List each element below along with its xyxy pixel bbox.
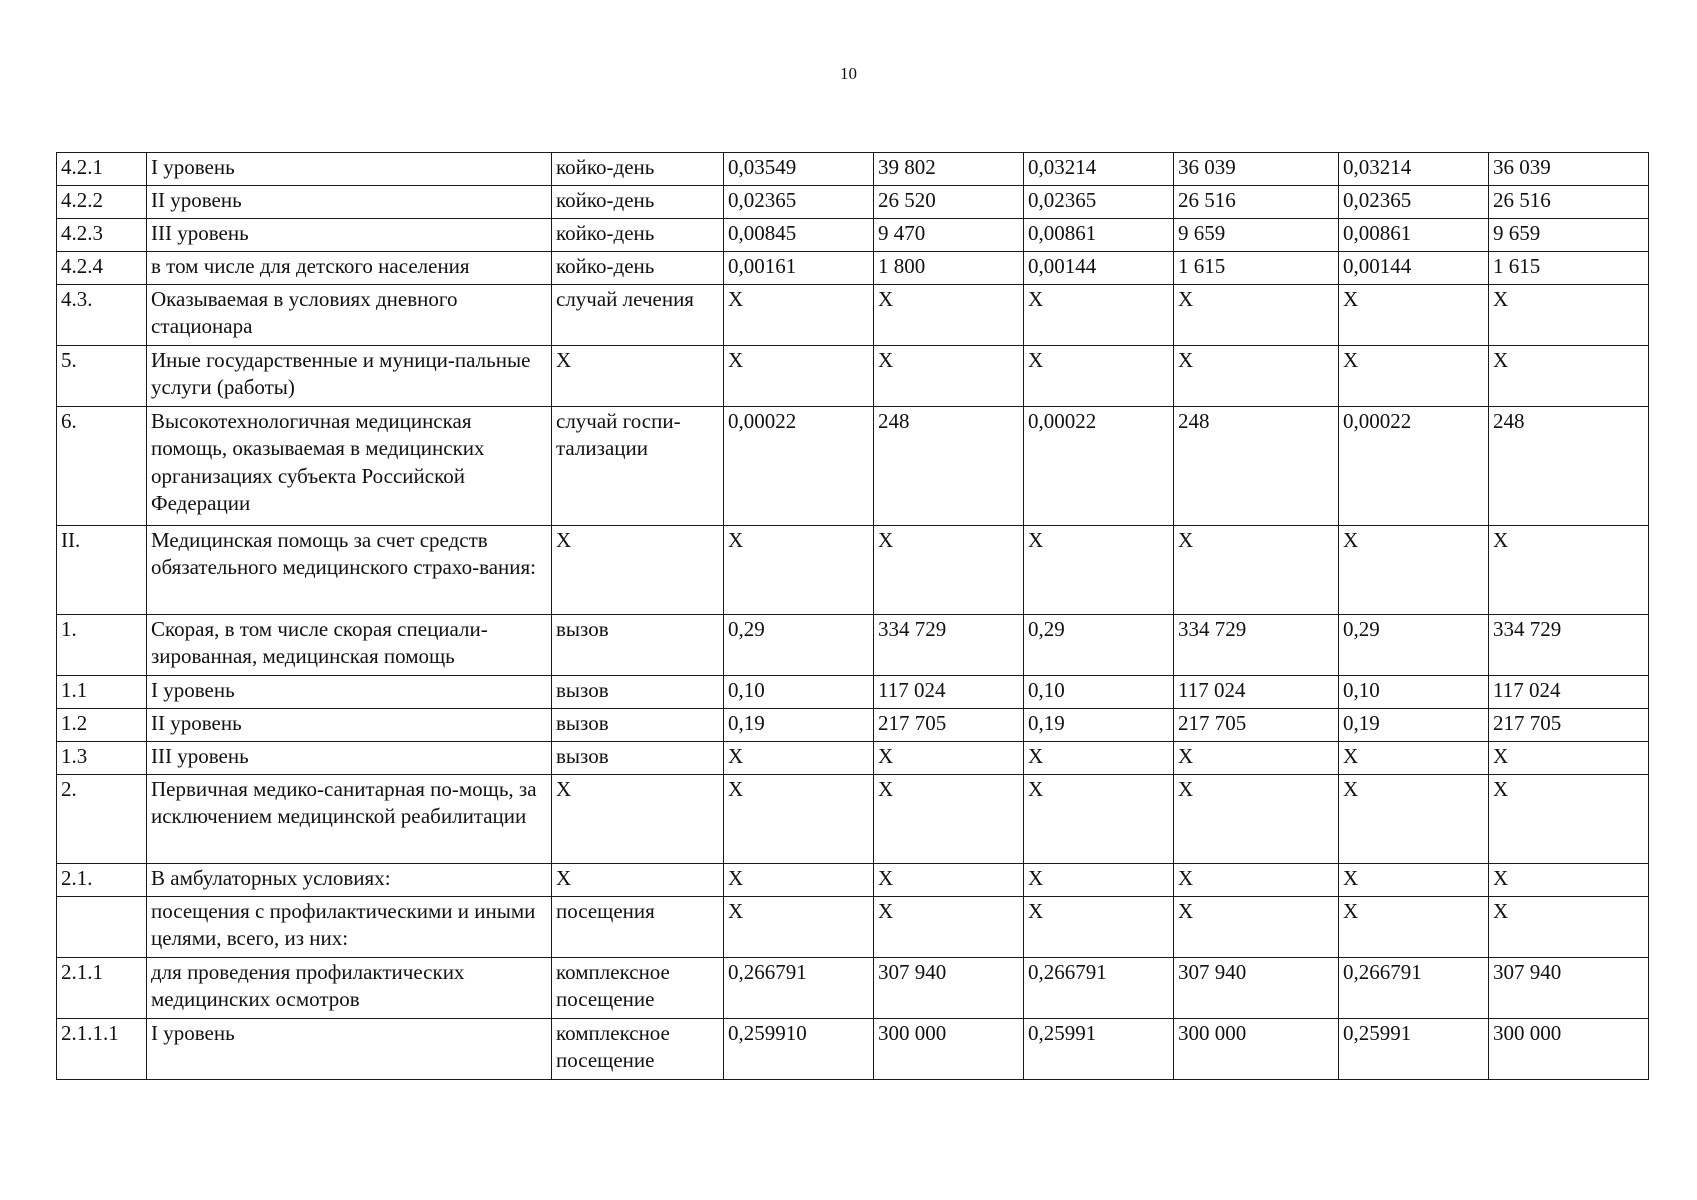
row-name-cell: Высокотехнологичная медицинская помощь, оказываемая в медицинских организациях субъекта Российской Федерации xyxy=(147,407,552,526)
volume-value-cell: 1 615 xyxy=(1489,252,1649,285)
row-name-cell: посещения с профилактическими и иными целями, всего, из них: xyxy=(147,897,552,958)
row-name-cell: III уровень xyxy=(147,742,552,775)
volume-value-cell: 307 940 xyxy=(1174,958,1339,1019)
unit-cell: койко-день xyxy=(552,186,724,219)
row-number-cell: 1. xyxy=(57,615,147,676)
volume-value-cell: 26 516 xyxy=(1174,186,1339,219)
row-number-cell xyxy=(57,897,147,958)
norm-value-cell: X xyxy=(724,742,874,775)
row-number-cell: 4.2.3 xyxy=(57,219,147,252)
norm-value-cell: X xyxy=(1024,864,1174,897)
norm-value-cell: 0,00861 xyxy=(1339,219,1489,252)
volume-value-cell: X xyxy=(874,526,1024,615)
norm-value-cell: 0,02365 xyxy=(1024,186,1174,219)
table-row xyxy=(57,219,1649,252)
row-name-cell: II уровень xyxy=(147,186,552,219)
row-name-cell: II уровень xyxy=(147,709,552,742)
table-row xyxy=(57,285,1649,346)
volume-value-cell: 117 024 xyxy=(1174,676,1339,709)
table-row xyxy=(57,864,1649,897)
row-number-cell: 2.1.1.1 xyxy=(57,1019,147,1080)
row-name-cell: Медицинская помощь за счет средств обязательного медицинского страхо-вания: xyxy=(147,526,552,615)
volume-value-cell: X xyxy=(1489,285,1649,346)
norm-value-cell: 0,00022 xyxy=(724,407,874,526)
norm-value-cell: 0,19 xyxy=(1024,709,1174,742)
row-number-cell: 2. xyxy=(57,775,147,864)
norm-value-cell: 0,19 xyxy=(1339,709,1489,742)
row-name-cell: В амбулаторных условиях: xyxy=(147,864,552,897)
volume-value-cell: X xyxy=(1489,897,1649,958)
norm-value-cell: X xyxy=(1339,897,1489,958)
row-number-cell: 1.2 xyxy=(57,709,147,742)
table-row xyxy=(57,252,1649,285)
norm-value-cell: X xyxy=(724,864,874,897)
volume-value-cell: X xyxy=(1489,346,1649,407)
norm-value-cell: 0,25991 xyxy=(1024,1019,1174,1080)
row-name-cell: I уровень xyxy=(147,153,552,186)
row-name-cell: Первичная медико-санитарная по-мощь, за исключением медицинской реабилитации xyxy=(147,775,552,864)
volume-value-cell: X xyxy=(1489,526,1649,615)
page-number: 10 xyxy=(840,64,857,83)
unit-cell: X xyxy=(552,864,724,897)
norm-value-cell: 0,02365 xyxy=(1339,186,1489,219)
volume-value-cell: 117 024 xyxy=(1489,676,1649,709)
volume-value-cell: 9 659 xyxy=(1489,219,1649,252)
table-row xyxy=(57,897,1649,958)
unit-cell: вызов xyxy=(552,615,724,676)
volume-value-cell: 9 659 xyxy=(1174,219,1339,252)
norm-value-cell: 0,02365 xyxy=(724,186,874,219)
table-row xyxy=(57,709,1649,742)
norm-value-cell: 0,00161 xyxy=(724,252,874,285)
norm-value-cell: 0,29 xyxy=(1339,615,1489,676)
norm-value-cell: X xyxy=(724,526,874,615)
row-number-cell: 6. xyxy=(57,407,147,526)
row-name-cell: I уровень xyxy=(147,1019,552,1080)
row-number-cell: 2.1.1 xyxy=(57,958,147,1019)
volume-value-cell: 334 729 xyxy=(1489,615,1649,676)
volume-value-cell: X xyxy=(1489,775,1649,864)
volume-value-cell: X xyxy=(874,864,1024,897)
norm-value-cell: X xyxy=(1024,742,1174,775)
table-row xyxy=(57,526,1649,615)
row-name-cell: для проведения профилактических медицинских осмотров xyxy=(147,958,552,1019)
unit-cell: вызов xyxy=(552,709,724,742)
unit-cell: посещения xyxy=(552,897,724,958)
norm-value-cell: X xyxy=(1339,742,1489,775)
unit-cell: койко-день xyxy=(552,252,724,285)
norm-value-cell: 0,03549 xyxy=(724,153,874,186)
norm-value-cell: X xyxy=(1339,775,1489,864)
volume-value-cell: X xyxy=(874,285,1024,346)
table-row xyxy=(57,775,1649,864)
volume-value-cell: X xyxy=(1174,285,1339,346)
norm-value-cell: 0,19 xyxy=(724,709,874,742)
indicators-table xyxy=(56,152,1649,1080)
norm-value-cell: 0,259910 xyxy=(724,1019,874,1080)
unit-cell: X xyxy=(552,775,724,864)
volume-value-cell: 39 802 xyxy=(874,153,1024,186)
volume-value-cell: 307 940 xyxy=(1489,958,1649,1019)
volume-value-cell: 248 xyxy=(1489,407,1649,526)
unit-cell: комплексное посещение xyxy=(552,1019,724,1080)
table-body xyxy=(57,153,1649,1080)
norm-value-cell: 0,10 xyxy=(1339,676,1489,709)
unit-cell: случай госпи-тализации xyxy=(552,407,724,526)
volume-value-cell: 300 000 xyxy=(1489,1019,1649,1080)
norm-value-cell: 0,266791 xyxy=(1024,958,1174,1019)
row-number-cell: 1.1 xyxy=(57,676,147,709)
norm-value-cell: 0,03214 xyxy=(1024,153,1174,186)
norm-value-cell: 0,00022 xyxy=(1339,407,1489,526)
norm-value-cell: X xyxy=(1339,346,1489,407)
volume-value-cell: X xyxy=(1174,897,1339,958)
row-number-cell: 4.3. xyxy=(57,285,147,346)
volume-value-cell: X xyxy=(1489,864,1649,897)
volume-value-cell: X xyxy=(1174,346,1339,407)
unit-cell: комплексное посещение xyxy=(552,958,724,1019)
norm-value-cell: 0,00845 xyxy=(724,219,874,252)
row-name-cell: III уровень xyxy=(147,219,552,252)
table-row xyxy=(57,958,1649,1019)
volume-value-cell: 1 615 xyxy=(1174,252,1339,285)
volume-value-cell: X xyxy=(874,346,1024,407)
unit-cell: вызов xyxy=(552,742,724,775)
table-row xyxy=(57,742,1649,775)
unit-cell: койко-день xyxy=(552,153,724,186)
norm-value-cell: 0,25991 xyxy=(1339,1019,1489,1080)
volume-value-cell: 334 729 xyxy=(1174,615,1339,676)
volume-value-cell: 36 039 xyxy=(1489,153,1649,186)
unit-cell: случай лечения xyxy=(552,285,724,346)
volume-value-cell: 300 000 xyxy=(1174,1019,1339,1080)
unit-cell: вызов xyxy=(552,676,724,709)
norm-value-cell: 0,10 xyxy=(1024,676,1174,709)
norm-value-cell: 0,266791 xyxy=(724,958,874,1019)
row-number-cell: 4.2.2 xyxy=(57,186,147,219)
row-number-cell: II. xyxy=(57,526,147,615)
volume-value-cell: 307 940 xyxy=(874,958,1024,1019)
norm-value-cell: X xyxy=(724,346,874,407)
norm-value-cell: 0,00022 xyxy=(1024,407,1174,526)
norm-value-cell: 0,00144 xyxy=(1339,252,1489,285)
unit-cell: X xyxy=(552,526,724,615)
norm-value-cell: X xyxy=(724,897,874,958)
volume-value-cell: 248 xyxy=(1174,407,1339,526)
unit-cell: X xyxy=(552,346,724,407)
norm-value-cell: X xyxy=(1339,864,1489,897)
row-name-cell: Скорая, в том числе скорая специали-зированная, медицинская помощь xyxy=(147,615,552,676)
norm-value-cell: 0,10 xyxy=(724,676,874,709)
volume-value-cell: 217 705 xyxy=(1489,709,1649,742)
norm-value-cell: 0,00144 xyxy=(1024,252,1174,285)
norm-value-cell: X xyxy=(724,775,874,864)
row-name-cell: в том числе для детского населения xyxy=(147,252,552,285)
volume-value-cell: 117 024 xyxy=(874,676,1024,709)
volume-value-cell: 300 000 xyxy=(874,1019,1024,1080)
row-number-cell: 1.3 xyxy=(57,742,147,775)
norm-value-cell: X xyxy=(724,285,874,346)
table-row xyxy=(57,153,1649,186)
norm-value-cell: X xyxy=(1339,285,1489,346)
unit-cell: койко-день xyxy=(552,219,724,252)
volume-value-cell: X xyxy=(1489,742,1649,775)
volume-value-cell: 26 516 xyxy=(1489,186,1649,219)
volume-value-cell: 9 470 xyxy=(874,219,1024,252)
table-row xyxy=(57,186,1649,219)
volume-value-cell: X xyxy=(874,897,1024,958)
norm-value-cell: X xyxy=(1024,897,1174,958)
volume-value-cell: 1 800 xyxy=(874,252,1024,285)
table-row xyxy=(57,1019,1649,1080)
norm-value-cell: X xyxy=(1339,526,1489,615)
row-number-cell: 4.2.1 xyxy=(57,153,147,186)
row-number-cell: 5. xyxy=(57,346,147,407)
row-number-cell: 4.2.4 xyxy=(57,252,147,285)
volume-value-cell: X xyxy=(874,775,1024,864)
norm-value-cell: 0,29 xyxy=(1024,615,1174,676)
volume-value-cell: X xyxy=(1174,742,1339,775)
norm-value-cell: 0,00861 xyxy=(1024,219,1174,252)
norm-value-cell: X xyxy=(1024,346,1174,407)
table-row xyxy=(57,615,1649,676)
row-name-cell: I уровень xyxy=(147,676,552,709)
row-name-cell: Оказываемая в условиях дневного стационара xyxy=(147,285,552,346)
volume-value-cell: X xyxy=(1174,775,1339,864)
norm-value-cell: 0,266791 xyxy=(1339,958,1489,1019)
row-name-cell: Иные государственные и муници-пальные услуги (работы) xyxy=(147,346,552,407)
row-number-cell: 2.1. xyxy=(57,864,147,897)
volume-value-cell: 248 xyxy=(874,407,1024,526)
norm-value-cell: 0,03214 xyxy=(1339,153,1489,186)
norm-value-cell: X xyxy=(1024,526,1174,615)
table-row xyxy=(57,676,1649,709)
norm-value-cell: X xyxy=(1024,775,1174,864)
norm-value-cell: X xyxy=(1024,285,1174,346)
volume-value-cell: 36 039 xyxy=(1174,153,1339,186)
volume-value-cell: X xyxy=(874,742,1024,775)
volume-value-cell: 217 705 xyxy=(874,709,1024,742)
volume-value-cell: X xyxy=(1174,526,1339,615)
norm-value-cell: 0,29 xyxy=(724,615,874,676)
volume-value-cell: 26 520 xyxy=(874,186,1024,219)
volume-value-cell: X xyxy=(1174,864,1339,897)
volume-value-cell: 217 705 xyxy=(1174,709,1339,742)
volume-value-cell: 334 729 xyxy=(874,615,1024,676)
table-row xyxy=(57,407,1649,526)
table-row xyxy=(57,346,1649,407)
